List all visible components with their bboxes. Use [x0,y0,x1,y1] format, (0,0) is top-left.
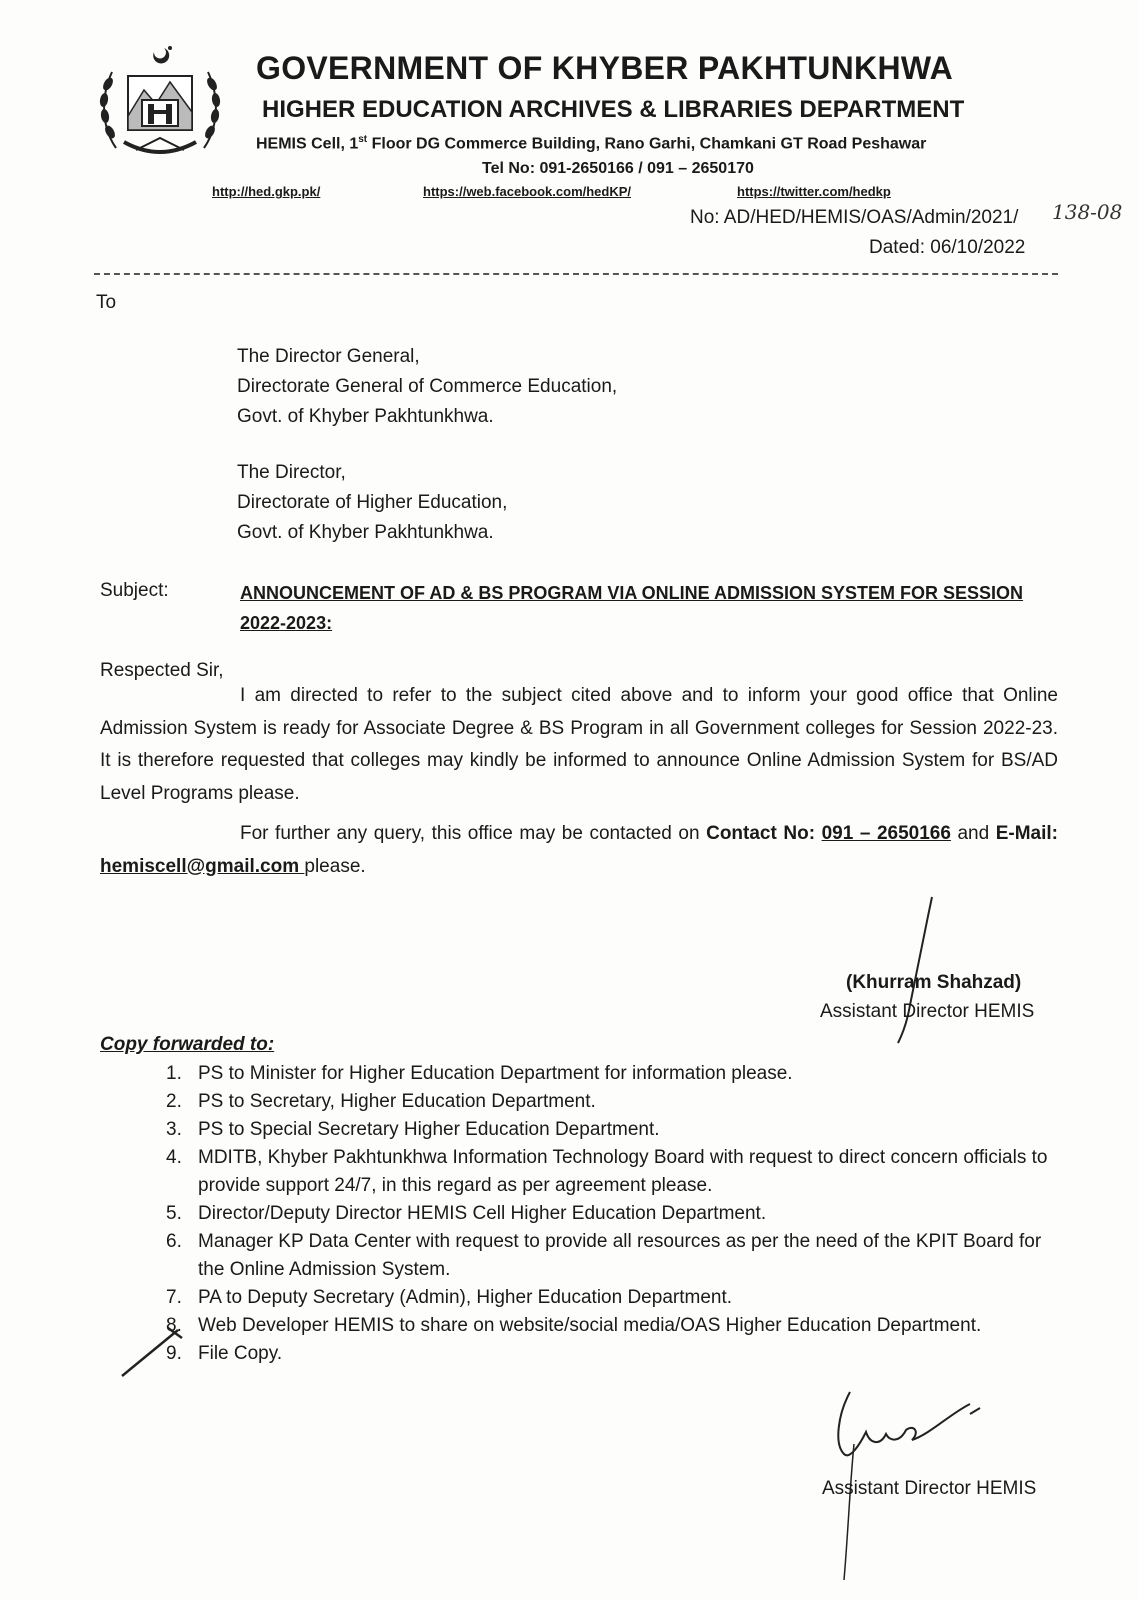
handwritten-tick-icon [118,1320,188,1380]
letter-date: Dated: 06/10/2022 [869,237,1026,258]
salutation: Respected Sir, [100,660,224,681]
body-paragraph-2: For further any query, this office may be contacted on Contact No: 091 – 2650166 and E-Mail: hemiscell@gmail.com please. [100,823,1059,877]
facebook-link[interactable]: https://web.facebook.com/hedKP/ [423,184,632,199]
list-item: 6. Manager KP Data Center with request to provide all resources as per the need of the KPIT Board for the Online Admission System. [166,1231,1042,1280]
addressee-line: The Director, [237,462,346,483]
kp-government-emblem-icon [96,38,224,168]
list-item: 1. PS to Minister for Higher Education Department for information please. [166,1063,793,1084]
copy-forwarded-heading: Copy forwarded to: [100,1034,275,1055]
telephone-numbers: Tel No: 091-2650166 / 091 – 2650170 [482,160,754,177]
addressee-line: Govt. of Khyber Pakhtunkhwa. [237,406,494,427]
office-address: HEMIS Cell, 1st Floor DG Commerce Building, Rano Garhi, Chamkani GT Road Peshawar [256,134,927,153]
addressee-block-2 [237,458,507,548]
addressee-line: Directorate General of Commerce Education, [237,376,618,397]
addressee-line: Directorate of Higher Education, [237,492,508,513]
bottom-signatory-title: Assistant Director HEMIS [822,1478,1037,1499]
addressee-line: Govt. of Khyber Pakhtunkhwa. [237,522,494,543]
email-link[interactable]: hemiscell@gmail.com [100,855,305,877]
addressee-block-1 [237,342,617,432]
addressee-line: The Director General, [237,346,420,367]
contact-number: 091 – 2650166 [821,823,951,844]
reference-number: No: AD/HED/HEMIS/OAS/Admin/2021/ [690,207,1019,228]
list-item: 5. Director/Deputy Director HEMIS Cell Higher Education Department. [166,1203,767,1224]
department-title: HIGHER EDUCATION ARCHIVES & LIBRARIES DEPARTMENT [262,96,965,123]
subject-label: Subject: [100,580,169,601]
website-link[interactable]: http://hed.gkp.pk/ [212,184,321,199]
reference-number-handwritten: 138-08 [1052,200,1123,224]
copy-forwarded-list [150,1060,1070,1368]
government-title: GOVERNMENT OF KHYBER PAKHTUNKHWA [256,50,954,86]
list-item: 3. PS to Special Secretary Higher Education Department. [166,1119,660,1140]
list-item: 7. PA to Deputy Secretary (Admin), Higher Education Department. [166,1287,733,1308]
signatory-title: Assistant Director HEMIS [820,1001,1035,1022]
body-paragraph-1: I am directed to refer to the subject cited above and to inform your good office that Online Admission System is ready for Associate Degree & BS Program in all Government colleges for Session 2022-23. It is therefore requested that colleges may kindly be informed to announce Online Admission System for BS/AD Level Programs please. [100,685,1058,804]
list-item: 2. PS to Secretary, Higher Education Department. [166,1091,596,1112]
subject-text: ANNOUNCEMENT OF AD & BS PROGRAM VIA ONLINE ADMISSION SYSTEM FOR SESSION 2022-2023: [240,583,1024,633]
header-divider [94,273,1058,275]
signatory-name: (Khurram Shahzad) [846,972,1022,993]
list-item: 9. File Copy. [166,1343,283,1364]
list-item: 8. Web Developer HEMIS to share on website/social media/OAS Higher Education Department. [166,1315,982,1336]
to-label: To [96,292,117,313]
twitter-link[interactable]: https://twitter.com/hedkp [737,184,891,199]
list-item: 4. MDITB, Khyber Pakhtunkhwa Information Technology Board with request to direct concern officials to provide support 24/7, in this regard as per agreement please. [166,1147,1048,1196]
